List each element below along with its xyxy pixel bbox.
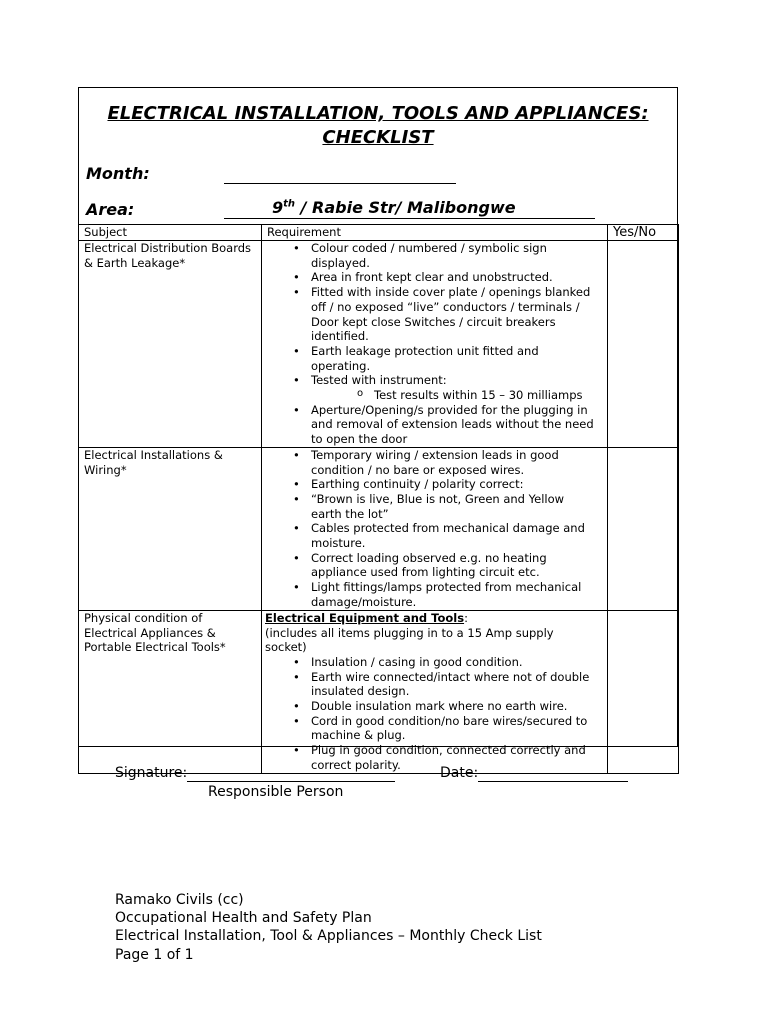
signature-label: Signature: [115,765,188,781]
sub-list-item: o Test results within 15 – 30 milliamps [357,388,597,403]
table-row [79,241,679,448]
checklist-frame [78,87,678,772]
requirement-cell [262,447,608,610]
equipment-intro: (includes all items plugging in to a 15 Amp supply socket) [265,625,554,655]
column-header-subject: Subject [79,225,262,241]
sub-list [311,388,597,403]
checklist-table [78,224,679,774]
list-item: • Correct loading observed e.g. no heating appliance used from lighting circuit etc. [293,551,597,580]
list-item: • Earthing continuity / polarity correct: [293,477,597,492]
list-item: • Cables protected from mechanical damage and moisture. [293,521,597,550]
equipment-heading-text: Electrical Equipment and Tools [265,610,465,625]
list-item: • Earth wire connected/intact where not of double insulated design. [293,670,597,699]
list-item: • “Brown is live, Blue is not, Green and Yellow earth the lot” [293,492,597,521]
area-value-superscript: th [283,198,296,210]
list-item: • Cord in good condition/no bare wires/secured to machine & plug. [293,714,597,743]
requirement-cell [262,241,608,448]
yes-no-cell[interactable] [608,447,679,610]
requirement-list [265,448,597,610]
footer-plan: Occupational Health and Safety Plan [115,910,372,927]
list-item: • Colour coded / numbered / symbolic sign displayed. [293,241,597,270]
area-value-number: 9 [272,198,284,217]
date-label: Date: [440,765,479,781]
list-item: • Area in front kept clear and unobstructed. [293,270,597,285]
area-label: Area: [86,200,135,219]
equipment-heading-colon: : [464,610,468,625]
document-title [79,102,677,150]
signature-field[interactable] [187,765,395,782]
table-header-row [79,225,679,241]
column-header-yes-no: Yes/No [608,225,679,241]
requirement-cell [262,610,608,773]
list-item: • Earth leakage protection unit fitted and operating. [293,344,597,373]
requirement-list [265,241,597,447]
requirement-list [265,655,597,773]
title-line-2: CHECKLIST [322,127,434,148]
list-item: • Light fittings/lamps protected from mechanical damage/moisture. [293,580,597,609]
month-label: Month: [86,164,150,183]
list-item-text: Tested with instrument: [311,373,447,388]
equipment-heading [265,611,597,626]
table-row [79,447,679,610]
yes-no-cell[interactable] [608,241,679,448]
list-item: • Double insulation mark where no earth wire. [293,699,597,714]
table-row [79,610,679,773]
responsible-person-label: Responsible Person [208,784,344,800]
column-header-requirement: Requirement [262,225,608,241]
subject-cell: Electrical Distribution Boards & Earth Leakage* [79,241,262,448]
footer-page-number: Page 1 of 1 [115,946,194,963]
document-footer [115,891,542,964]
checklist-header [79,88,677,225]
footer-company: Ramako Civils (cc) [115,892,244,908]
subject-cell: Physical condition of Electrical Appliances & Portable Electrical Tools* [79,610,262,773]
list-item: • Temporary wiring / extension leads in good condition / no bare or exposed wires. [293,448,597,477]
date-field[interactable] [478,765,628,782]
footer-document-name: Electrical Installation, Tool & Appliances – Monthly Check List [115,928,542,945]
title-line-1: ELECTRICAL INSTALLATION, TOOLS AND APPLIANCES: [107,103,649,124]
list-item: • Plug in good condition, connected correctly and correct polarity. [293,743,597,772]
list-item: • Aperture/Opening/s provided for the plugging in and removal of extension leads without the need to open the door [293,403,597,447]
list-item: • Insulation / casing in good condition. [293,655,597,670]
list-item [293,373,597,402]
subject-cell: Electrical Installations & Wiring* [79,447,262,610]
area-field[interactable] [224,198,595,219]
yes-no-cell[interactable] [608,610,679,773]
month-field[interactable] [224,183,456,184]
signature-block [115,765,675,800]
area-value-text: / Rabie Str/ Malibongwe [295,198,516,217]
list-item: • Fitted with inside cover plate / openings blanked off / no exposed “live” conductors / terminals / Door kept close Switches / circuit breakers identified. [293,285,597,344]
